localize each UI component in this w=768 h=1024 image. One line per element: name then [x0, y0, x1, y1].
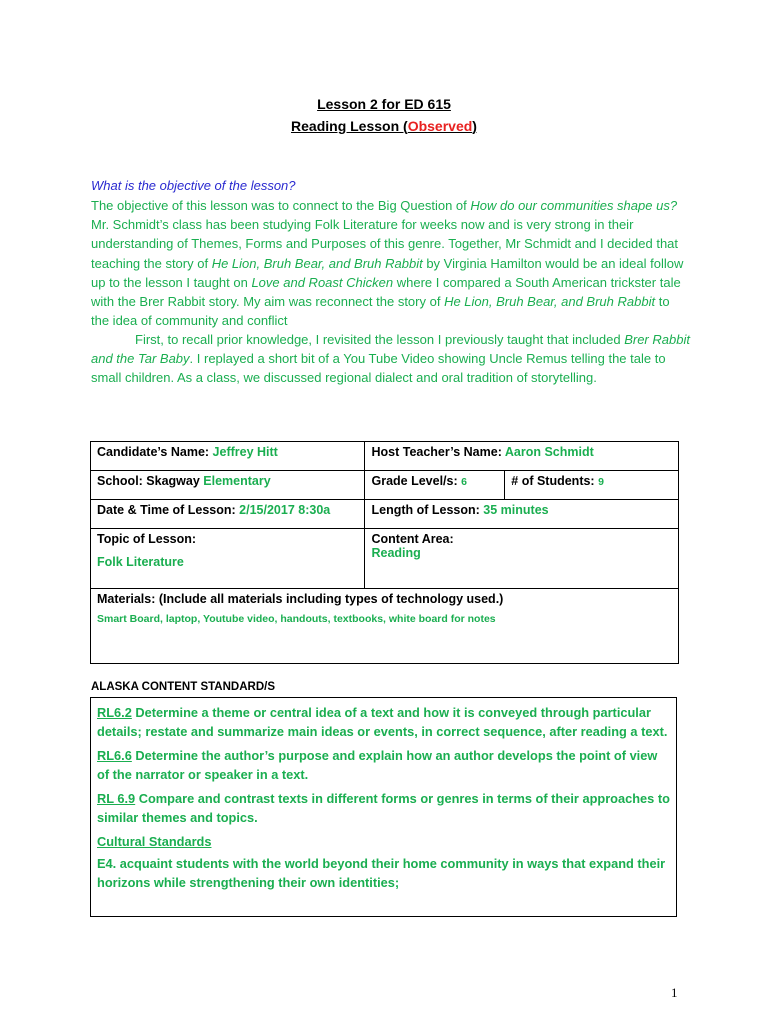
standard-text: Compare and contrast texts in different forms or genres in terms of their approaches to similar themes and topics. — [97, 791, 670, 825]
standard-text: Determine the author’s purpose and explain how an author develops the point of view of the narrator or speaker in a text. — [97, 748, 658, 782]
candidate-label: Candidate’s Name: — [97, 445, 213, 459]
standard-item — [97, 746, 670, 784]
materials-label: Materials: (Include all materials including types of technology used.) — [97, 592, 504, 606]
standard-item — [97, 789, 670, 827]
document-subtitle — [0, 118, 768, 134]
topic-label: Topic of Lesson: — [97, 532, 197, 546]
school-cell — [91, 471, 365, 500]
cultural-standards-heading: Cultural Standards — [97, 834, 212, 849]
document-title: Lesson 2 for ED 615 — [317, 96, 451, 112]
content-area-cell — [365, 529, 679, 589]
italic-title-text: Love and Roast Chicken — [251, 274, 394, 290]
date-cell — [91, 500, 365, 529]
objective-paragraph-2 — [91, 330, 691, 388]
candidate-cell — [91, 442, 365, 471]
paragraph-text: where I compared a South American trickster tale with the Brer Rabbit story. My aim was reconnect the story of — [91, 274, 681, 310]
grade-value: 6 — [461, 476, 467, 488]
length-value: 35 minutes — [483, 503, 549, 517]
length-cell — [365, 500, 679, 529]
standard-item — [97, 703, 670, 741]
school-label: School: Skagway — [97, 474, 204, 488]
materials-value: Smart Board, laptop, Youtube video, handouts, textbooks, white board for notes — [97, 613, 496, 625]
paragraph-text: Mr. Schmidt’s class has been studying Folk Literature for weeks now and is very strong in their understanding of Themes, Forms and Purposes of this genre. Together, Mr Schmidt and I decided that teaching the story of — [91, 217, 679, 271]
content-area-value: Reading — [371, 546, 421, 560]
students-label: # of Students: — [511, 474, 599, 488]
topic-cell — [91, 529, 365, 589]
paragraph-text: to the idea of community and conflict — [91, 294, 670, 329]
table-row — [91, 500, 679, 529]
materials-cell — [91, 589, 679, 664]
students-value: 9 — [598, 476, 604, 488]
cultural-standard-text: E4. acquaint students with the world beyond their home community in ways that expand their horizons while strengthening their own identities; — [97, 856, 666, 890]
italic-title-text: Brer Rabbit and the Tar Baby — [91, 332, 690, 367]
subtitle-suffix: ) — [472, 118, 477, 134]
paragraph-text: The objective of this lesson was to connect to the Big Question of — [91, 198, 471, 213]
italic-title-text: He Lion, Bruh Bear, and Bruh Rabbit — [211, 255, 423, 271]
table-row — [91, 471, 679, 500]
school-value: Elementary — [203, 474, 271, 488]
grade-label: Grade Level/s: — [371, 474, 462, 488]
subtitle-prefix: Reading Lesson ( — [291, 118, 408, 134]
host-cell — [365, 442, 679, 471]
objective-question: What is the objective of the lesson? — [91, 178, 296, 193]
content-area-label: Content Area: — [371, 532, 454, 546]
observed-label: Observed — [407, 118, 473, 134]
standard-code: RL 6.9 — [97, 791, 136, 806]
standard-text: Determine a theme or central idea of a text and how it is conveyed through particular details; restate and summarize main ideas or events, in correct sequence, after reading a text. — [97, 705, 668, 739]
length-label: Length of Lesson: — [371, 503, 484, 517]
standards-box — [90, 697, 677, 917]
topic-value: Folk Literature — [97, 555, 184, 569]
table-row — [91, 529, 679, 589]
italic-title-text: He Lion, Bruh Bear, and Bruh Rabbit — [444, 294, 656, 310]
table-row — [91, 589, 679, 664]
table-row — [91, 442, 679, 471]
standard-code: RL6.6 — [97, 748, 132, 763]
date-value: 2/15/2017 8:30a — [239, 503, 331, 517]
lesson-info-table — [90, 441, 679, 664]
standards-heading: ALASKA CONTENT STANDARD/S — [91, 681, 275, 693]
students-cell — [505, 471, 679, 500]
paragraph-text: . I replayed a short bit of a You Tube Video showing Uncle Remus telling the tale to small children. As a class, we discussed regional dialect and oral tradition of storytelling. — [91, 351, 666, 386]
candidate-value: Jeffrey Hitt — [212, 445, 278, 459]
objective-paragraph-1 — [91, 196, 691, 330]
paragraph-text: First, to recall prior knowledge, I revisited the lesson I previously taught that included — [135, 332, 625, 347]
grade-cell — [365, 471, 505, 500]
italic-title-text: How do our communities shape us? — [470, 198, 678, 213]
standard-code: RL6.2 — [97, 705, 132, 720]
date-label: Date & Time of Lesson: — [97, 503, 240, 517]
host-value: Aaron Schmidt — [504, 445, 594, 459]
host-label: Host Teacher’s Name: — [371, 445, 505, 459]
paragraph-text: by Virginia Hamilton would be an ideal follow up to the lesson I taught on — [91, 255, 684, 290]
page-number: 1 — [671, 985, 678, 1000]
